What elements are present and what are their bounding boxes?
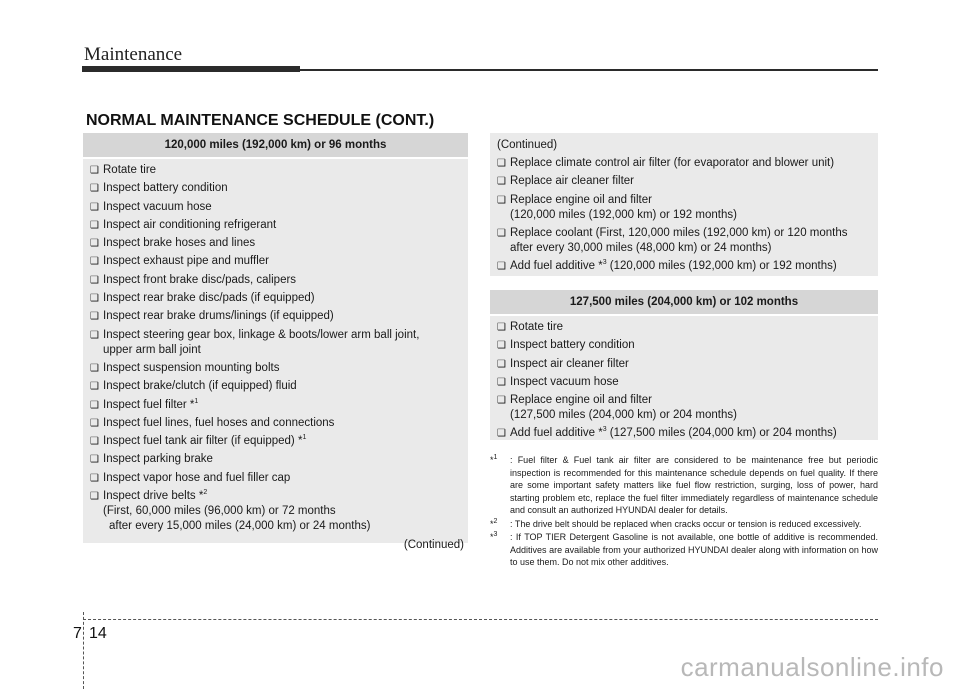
footnote xyxy=(490,531,878,569)
item-text-continued: after every 30,000 miles (48,000 km) or 24 months) xyxy=(510,241,772,254)
item-text-interval: (127,500 miles (204,000 km) or 204 months) xyxy=(606,427,837,440)
item-text: Inspect exhaust pipe and muffler xyxy=(103,255,270,268)
checkbox-icon: ❑ xyxy=(497,194,506,206)
item-text: Inspect brake/clutch (if equipped) fluid xyxy=(103,380,297,393)
schedule-127500-panel xyxy=(490,290,878,440)
checkbox-icon: ❑ xyxy=(90,472,99,484)
checklist-item xyxy=(90,163,462,178)
item-text: Inspect fuel lines, fuel hoses and connections xyxy=(103,416,335,429)
item-text-continued: (First, 60,000 miles (96,000 km) or 72 months xyxy=(103,505,336,518)
footnote-ref: 2 xyxy=(203,489,208,497)
footnote-number: 3 xyxy=(493,531,498,538)
checkbox-icon: ❑ xyxy=(90,201,99,213)
item-text: Inspect drive belts * xyxy=(103,490,204,503)
checkbox-icon: ❑ xyxy=(497,358,506,370)
checklist-item xyxy=(497,426,872,441)
header-rule-thin xyxy=(300,69,878,71)
checklist-item xyxy=(90,200,462,215)
checklist-item xyxy=(497,393,872,423)
item-text: Replace engine oil and filter xyxy=(510,193,652,206)
checklist-item xyxy=(497,259,872,274)
checklist-item xyxy=(90,309,462,324)
item-text: Inspect vacuum hose xyxy=(510,375,619,388)
item-text: Replace coolant (First, 120,000 miles (192,000 km) or 120 months xyxy=(510,226,848,239)
item-text: Replace engine oil and filter xyxy=(510,394,652,407)
item-text: Inspect fuel tank air filter (if equipped) * xyxy=(103,435,303,448)
checkbox-icon: ❑ xyxy=(90,311,99,323)
footnote-ref: 3 xyxy=(602,259,607,267)
checklist-item xyxy=(90,489,462,534)
footnote-ref: 1 xyxy=(302,434,307,442)
item-text: Inspect air cleaner filter xyxy=(510,357,629,370)
page-number: 14 xyxy=(89,625,107,642)
checklist xyxy=(497,156,872,274)
checkbox-icon: ❑ xyxy=(90,436,99,448)
item-text-continued: after every 15,000 miles (24,000 km) or 24 months) xyxy=(109,520,371,533)
checkbox-icon: ❑ xyxy=(497,395,506,407)
item-text: Inspect rear brake disc/pads (if equipped) xyxy=(103,292,315,305)
section-title: NORMAL MAINTENANCE SCHEDULE (CONT.) xyxy=(86,112,435,129)
checklist-item xyxy=(90,416,462,431)
item-text: Rotate tire xyxy=(103,164,157,176)
checkbox-icon: ❑ xyxy=(497,176,506,188)
checklist-item xyxy=(90,236,462,251)
checklist-item xyxy=(497,357,872,372)
page-guide-vertical xyxy=(83,612,84,689)
item-text: Inspect vapor hose and fuel filler cap xyxy=(103,471,291,484)
footnote-ref: 1 xyxy=(194,397,199,405)
checklist-item xyxy=(90,181,462,196)
checkbox-icon: ❑ xyxy=(497,340,506,352)
continued-label: (Continued) xyxy=(497,139,558,151)
item-text: Inspect air conditioning refrigerant xyxy=(103,218,277,231)
header-rule-thick xyxy=(82,66,300,72)
checkbox-icon: ❑ xyxy=(90,183,99,195)
item-text: Inspect fuel filter * xyxy=(103,398,195,411)
checkbox-icon: ❑ xyxy=(90,329,99,341)
item-text: Replace climate control air filter (for evaporator and blower unit) xyxy=(510,157,835,169)
footnote xyxy=(490,518,878,531)
checkbox-icon: ❑ xyxy=(497,227,506,239)
footnote-number: 1 xyxy=(493,454,498,461)
item-text-continued: upper arm ball joint xyxy=(103,343,201,356)
footnote-mark: *$^1$ xyxy=(490,454,498,465)
footnote-mark: *$^2$ xyxy=(490,517,498,529)
checklist-item xyxy=(90,471,462,486)
checklist-item xyxy=(90,291,462,306)
checkbox-icon: ❑ xyxy=(90,256,99,268)
footnote-number: 2 xyxy=(493,517,498,525)
watermark-logo: carmanualsonline.info xyxy=(680,652,944,682)
continued-label: (Continued) xyxy=(403,539,464,552)
header-title: Maintenance xyxy=(84,44,183,65)
checklist-item xyxy=(90,398,462,413)
checkbox-icon: ❑ xyxy=(497,158,506,169)
checkbox-icon: ❑ xyxy=(497,376,506,388)
checkbox-icon: ❑ xyxy=(90,381,99,393)
checklist-item xyxy=(497,320,872,335)
item-text: Inspect suspension mounting bolts xyxy=(103,361,280,374)
item-text-interval: (120,000 miles (192,000 km) or 192 months) xyxy=(606,260,837,273)
checklist-item xyxy=(497,338,872,353)
checklist-item xyxy=(497,156,872,171)
item-text: Add fuel additive * xyxy=(510,260,603,273)
item-text: Add fuel additive * xyxy=(510,427,603,440)
footnotes xyxy=(490,454,878,570)
item-text: Inspect rear brake drums/linings (if equipped) xyxy=(103,310,334,323)
checkbox-icon: ❑ xyxy=(90,362,99,374)
checkbox-icon: ❑ xyxy=(90,219,99,231)
checkbox-icon: ❑ xyxy=(90,491,99,503)
page-guide-horizontal xyxy=(83,619,878,620)
checklist-item xyxy=(90,379,462,394)
schedule-continued-panel xyxy=(490,133,878,276)
checklist-item xyxy=(90,273,462,288)
item-text: Inspect battery condition xyxy=(510,339,635,352)
item-text: Inspect parking brake xyxy=(103,453,213,466)
checkbox-icon: ❑ xyxy=(90,274,99,286)
footnote-text: : The drive belt should be replaced when cracks occur or tension is reduced excessively. xyxy=(510,518,862,529)
schedule-120000-panel xyxy=(83,133,468,552)
item-text: Inspect battery condition xyxy=(103,182,228,195)
checkbox-icon: ❑ xyxy=(90,238,99,250)
checklist-item xyxy=(497,193,872,223)
checkbox-icon: ❑ xyxy=(497,261,506,273)
checklist xyxy=(83,159,468,539)
item-text: Inspect vacuum hose xyxy=(103,200,212,213)
checklist-item xyxy=(90,452,462,467)
checkbox-icon: ❑ xyxy=(90,454,99,466)
chapter-number: 7 xyxy=(73,625,82,642)
item-text-continued: (120,000 miles (192,000 km) or 192 months) xyxy=(510,208,737,221)
checklist-item xyxy=(497,174,872,189)
checklist xyxy=(490,316,878,447)
panel-header: 120,000 miles (192,000 km) or 96 months xyxy=(83,133,468,159)
footnote xyxy=(490,454,878,517)
item-text: Rotate tire xyxy=(510,321,564,333)
checklist-item xyxy=(90,434,462,449)
item-text: Inspect front brake disc/pads, calipers xyxy=(103,273,297,286)
footnote-mark: *$^3$ xyxy=(490,531,498,542)
checklist-item xyxy=(90,218,462,233)
footnote-ref: 3 xyxy=(602,426,607,434)
checkbox-icon: ❑ xyxy=(90,165,99,176)
checklist-item xyxy=(90,361,462,376)
checklist-item xyxy=(90,328,462,358)
checkbox-icon: ❑ xyxy=(497,322,506,333)
footnote-text: : Fuel filter & Fuel tank air filter are considered to be maintenance free but periodic inspection is recommended for this maintenance schedule depends on fuel quality. If there are some important safety matters like fuel flow restriction, surging, loss of power, hard starting problem etc, replace the fuel filter immediately regardless of maintenance schedule and consult an authorized HYUNDAI dealer for details. xyxy=(510,455,878,515)
checklist-item xyxy=(497,375,872,390)
item-text: Replace air cleaner filter xyxy=(510,175,635,188)
checkbox-icon: ❑ xyxy=(90,293,99,305)
item-text: Inspect brake hoses and lines xyxy=(103,237,256,250)
checkbox-icon: ❑ xyxy=(497,428,506,440)
checklist-item xyxy=(90,254,462,269)
checkbox-icon: ❑ xyxy=(90,399,99,411)
item-text-continued: (127,500 miles (204,000 km) or 204 months) xyxy=(510,409,737,422)
checklist-item xyxy=(497,226,872,256)
item-text: Inspect steering gear box, linkage & boots/lower arm ball joint, xyxy=(103,328,420,341)
checkbox-icon: ❑ xyxy=(90,417,99,429)
panel-header: 127,500 miles (204,000 km) or 102 months xyxy=(490,290,878,316)
footnote-text: : If TOP TIER Detergent Gasoline is not available, one bottle of additive is recommended. Additives are available from your authorized HYUNDAI dealer along with information on how to use them. Do not mix other additives. xyxy=(510,532,878,567)
